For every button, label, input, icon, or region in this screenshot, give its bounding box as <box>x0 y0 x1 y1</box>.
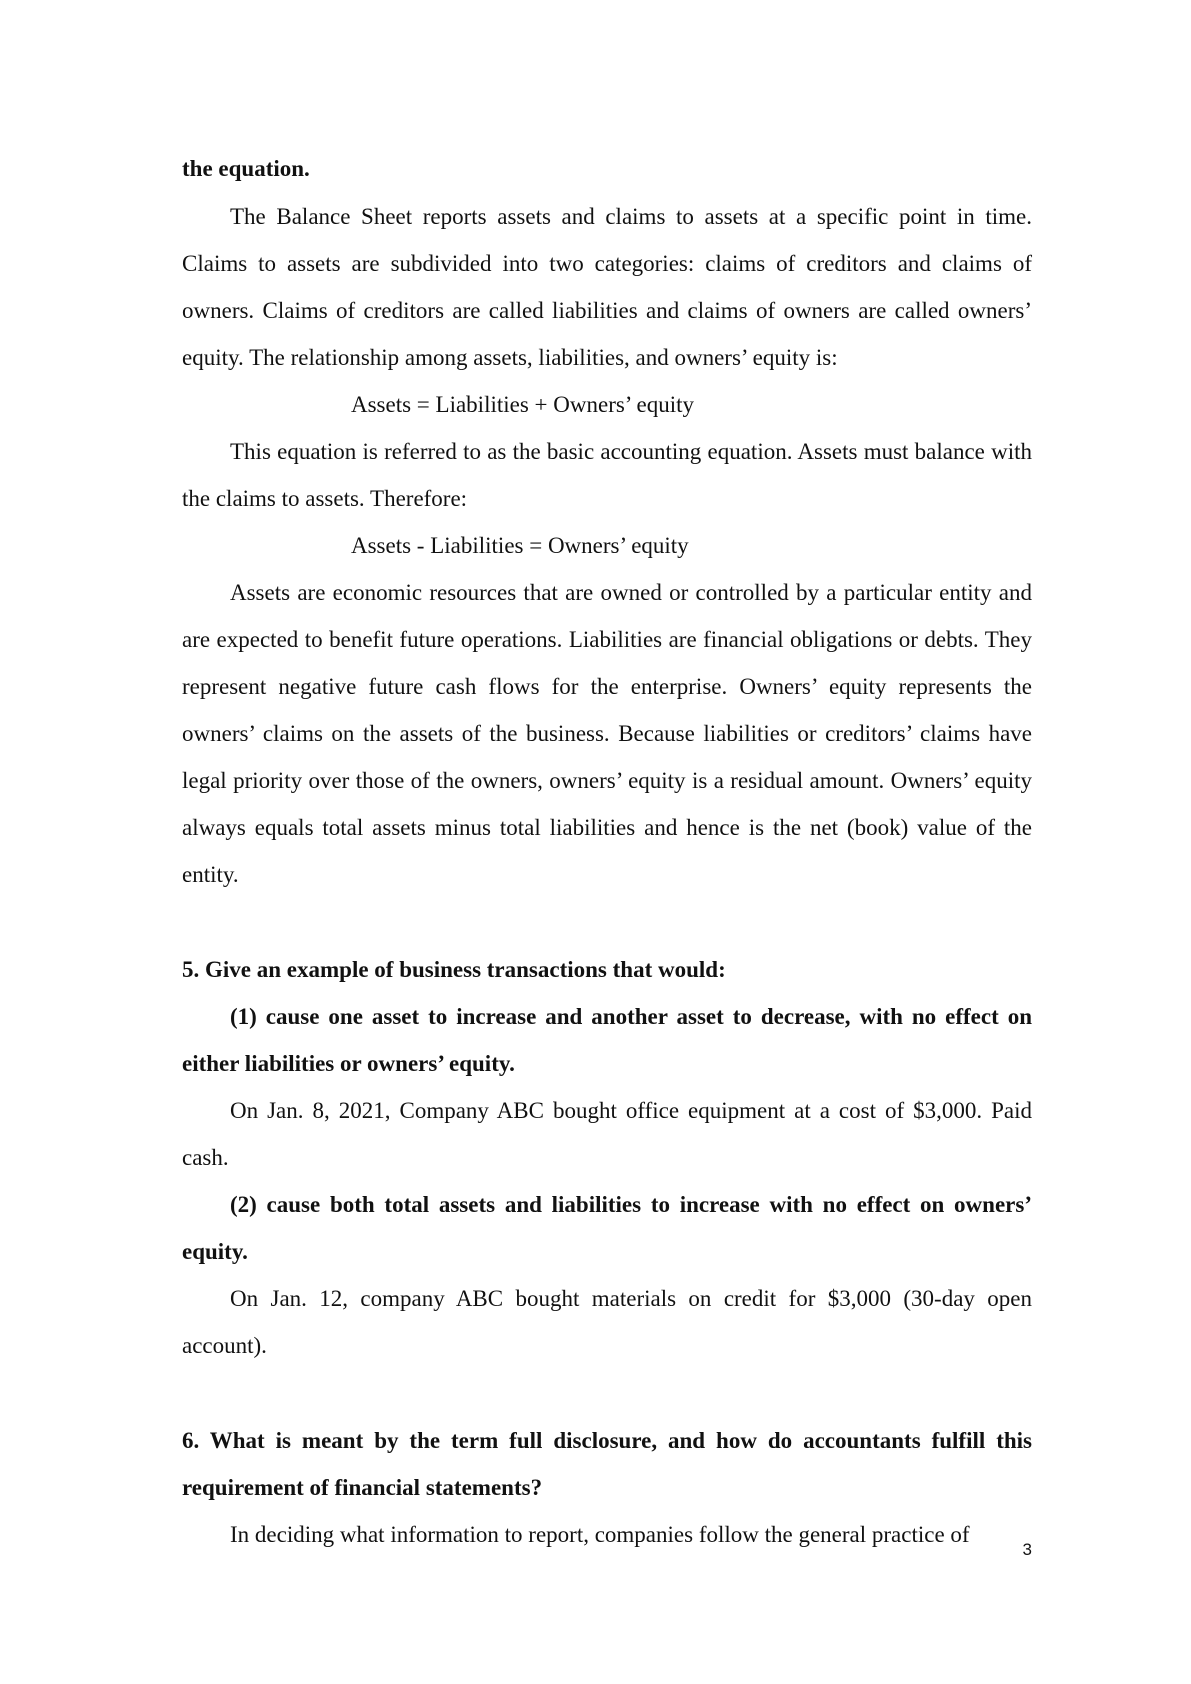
page-number: 3 <box>1022 1540 1032 1559</box>
question-5-heading: 5. Give an example of business transactions that would: <box>182 957 726 982</box>
equation-assets-equals: Assets = Liabilities + Owners’ equity <box>351 392 694 417</box>
paragraph-balance-sheet: The Balance Sheet reports assets and claims to assets at a specific point in time. Claims to assets are subdivided into two categories: claims of creditors and claims of owners. Claims of creditors are called liabilities and claims of owners are called owners’ equity. The relationship among assets, liabilities, and owners’ equity is: <box>182 204 1032 370</box>
paragraph-definitions: Assets are economic resources that are owned or controlled by a particular entity and are expected to benefit future operations. Liabilities are financial obligations or debts. They represent negative future cash flows for the enterprise. Owners’ equity represents the owners’ claims on the assets of the business. Because liabilities or creditors’ claims have legal priority over those of the owners, owners’ equity is a residual amount. Owners’ equity always equals total assets minus total liabilities and hence is the net (book) value of the entity. <box>182 580 1032 887</box>
question-5-part-2: (2) cause both total assets and liabilities to increase with no effect on owners’ equity. <box>182 1192 1032 1264</box>
question-5-answer-1: On Jan. 8, 2021, Company ABC bought office equipment at a cost of $3,000. Paid cash. <box>182 1098 1032 1170</box>
question-6-answer: In deciding what information to report, companies follow the general practice of <box>230 1522 970 1547</box>
equation-owners-equity: Assets - Liabilities = Owners’ equity <box>351 533 689 558</box>
paragraph-basic-equation: This equation is referred to as the basic accounting equation. Assets must balance with the claims to assets. Therefore: <box>182 439 1032 511</box>
question-6-heading: 6. What is meant by the term full disclosure, and how do accountants fulfill this requirement of financial statements? <box>182 1428 1032 1500</box>
question-5-answer-2: On Jan. 12, company ABC bought materials on credit for $3,000 (30-day open account). <box>182 1286 1032 1358</box>
question-5-part-1: (1) cause one asset to increase and another asset to decrease, with no effect on either liabilities or owners’ equity. <box>182 1004 1032 1076</box>
continuation-heading: the equation. <box>182 156 310 181</box>
